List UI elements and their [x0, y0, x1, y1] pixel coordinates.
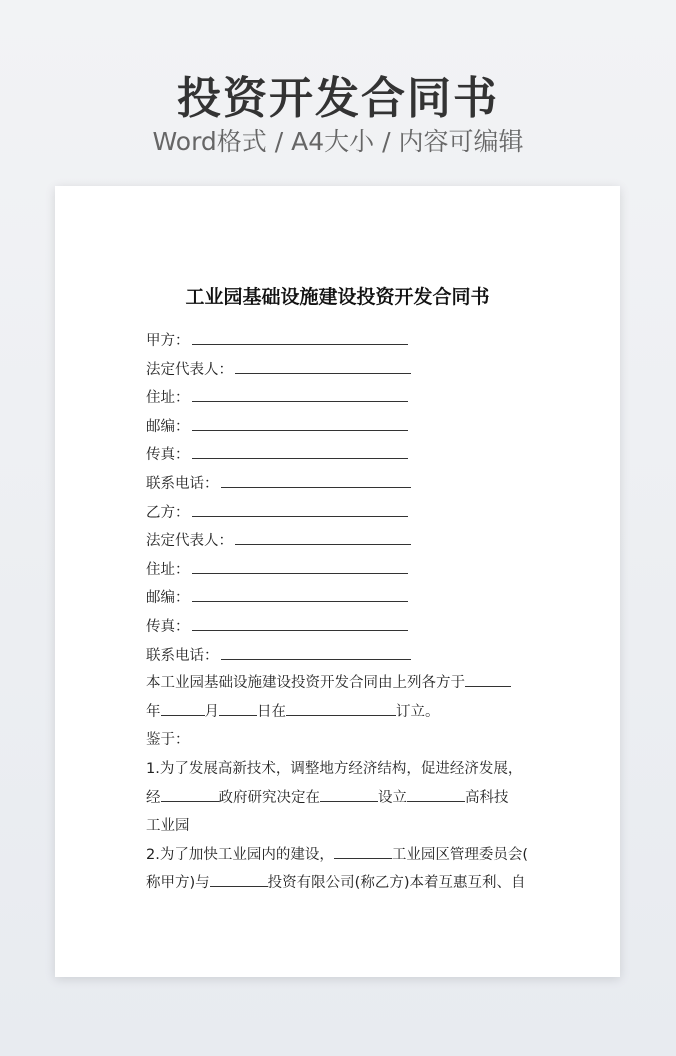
- party-b-address-line: [146, 555, 536, 584]
- document-page: [55, 186, 620, 977]
- party-a-line: [146, 326, 536, 355]
- banner-title: 投资开发合同书: [177, 73, 499, 124]
- party-b-blank[interactable]: [192, 498, 408, 517]
- clause2-text-3: 称甲方)与: [146, 875, 210, 892]
- party-b-postcode-label: 邮编：: [146, 590, 190, 607]
- intro-text: 本工业园基础设施建设投资开发合同由上列各方于: [146, 675, 465, 692]
- intro-blank-month[interactable]: [161, 699, 205, 716]
- party-b-fax-label: 传真：: [146, 618, 190, 635]
- clause2-text-2: 工业园区管理委员会(: [391, 846, 528, 863]
- banner-subtitle: Word格式 / A4大小 / 内容可编辑: [152, 127, 524, 156]
- party-b-rep-blank[interactable]: [235, 526, 411, 545]
- intro-month: 月: [204, 703, 219, 720]
- party-a-fax-blank[interactable]: [192, 440, 408, 459]
- party-b-rep-label: 法定代表人：: [146, 533, 233, 550]
- document-body: [146, 326, 536, 898]
- party-a-phone-blank[interactable]: [221, 469, 411, 488]
- intro-day: 日在: [257, 703, 286, 720]
- party-a-blank[interactable]: [192, 326, 408, 345]
- intro-line-2: [146, 698, 536, 727]
- clause1-setup: 设立: [378, 789, 407, 806]
- party-a-address-label: 住址：: [146, 390, 190, 407]
- party-a-rep-label: 法定代表人：: [146, 361, 233, 378]
- party-a-address-blank[interactable]: [192, 383, 408, 402]
- party-b-address-blank[interactable]: [192, 555, 408, 574]
- party-b-phone-blank[interactable]: [221, 641, 411, 660]
- party-a-rep-line: [146, 355, 536, 384]
- clause1-gov: 政府研究决定在: [218, 789, 320, 806]
- party-a-label: 甲方：: [146, 333, 190, 349]
- party-a-rep-blank[interactable]: [235, 355, 411, 374]
- party-b-postcode-blank[interactable]: [192, 583, 408, 602]
- clause1-park: 高科技: [465, 789, 509, 806]
- clause2-blank-company[interactable]: [210, 870, 268, 887]
- party-a-fax-line: [146, 440, 536, 469]
- party-a-postcode-line: [146, 412, 536, 441]
- document-title: 工业园基础设施建设投资开发合同书: [185, 286, 490, 308]
- intro-blank-day[interactable]: [219, 699, 257, 716]
- party-b-fax-line: [146, 612, 536, 641]
- party-a-fax-label: 传真：: [146, 447, 190, 464]
- clause2-text-4: 投资有限公司(称乙方)本着互惠互利、自: [267, 875, 526, 892]
- party-a-address-line: [146, 383, 536, 412]
- clause1-blank-location[interactable]: [320, 785, 378, 802]
- party-b-address-label: 住址：: [146, 561, 190, 578]
- party-b-phone-line: [146, 641, 536, 670]
- whereas-line: [146, 726, 536, 755]
- clause1-blank-park[interactable]: [407, 785, 465, 802]
- whereas-label: 鉴于：: [146, 732, 190, 749]
- party-b-postcode-line: [146, 583, 536, 612]
- intro-blank-year[interactable]: [465, 670, 511, 687]
- clause1-line-1: [146, 755, 536, 784]
- party-b-rep-line: [146, 526, 536, 555]
- intro-year: 年: [146, 703, 161, 720]
- clause1-jing: 经: [146, 789, 161, 806]
- clause2-line-2: [146, 869, 536, 898]
- intro-blank-place[interactable]: [286, 699, 396, 716]
- clause1-blank-gov[interactable]: [161, 785, 219, 802]
- clause2-blank-park[interactable]: [334, 842, 392, 859]
- intro-end: 订立。: [396, 703, 440, 720]
- party-a-postcode-label: 邮编：: [146, 418, 190, 435]
- clause1-line-2: [146, 784, 536, 813]
- party-b-label: 乙方：: [146, 504, 190, 521]
- clause1-text-3: 工业园: [146, 818, 190, 835]
- party-a-phone-label: 联系电话：: [146, 475, 219, 492]
- party-b-line: [146, 498, 536, 527]
- party-a-phone-line: [146, 469, 536, 498]
- clause1-line-3: [146, 812, 536, 841]
- clause1-text-1: 1.为了发展高新技术，调整地方经济结构，促进经济发展，: [146, 760, 523, 777]
- party-b-fax-blank[interactable]: [192, 612, 408, 631]
- clause2-text-1: 2.为了加快工业园内的建设，: [146, 846, 334, 863]
- clause2-line-1: [146, 841, 536, 870]
- party-b-phone-label: 联系电话：: [146, 647, 219, 664]
- intro-line-1: [146, 669, 536, 698]
- party-a-postcode-blank[interactable]: [192, 412, 408, 431]
